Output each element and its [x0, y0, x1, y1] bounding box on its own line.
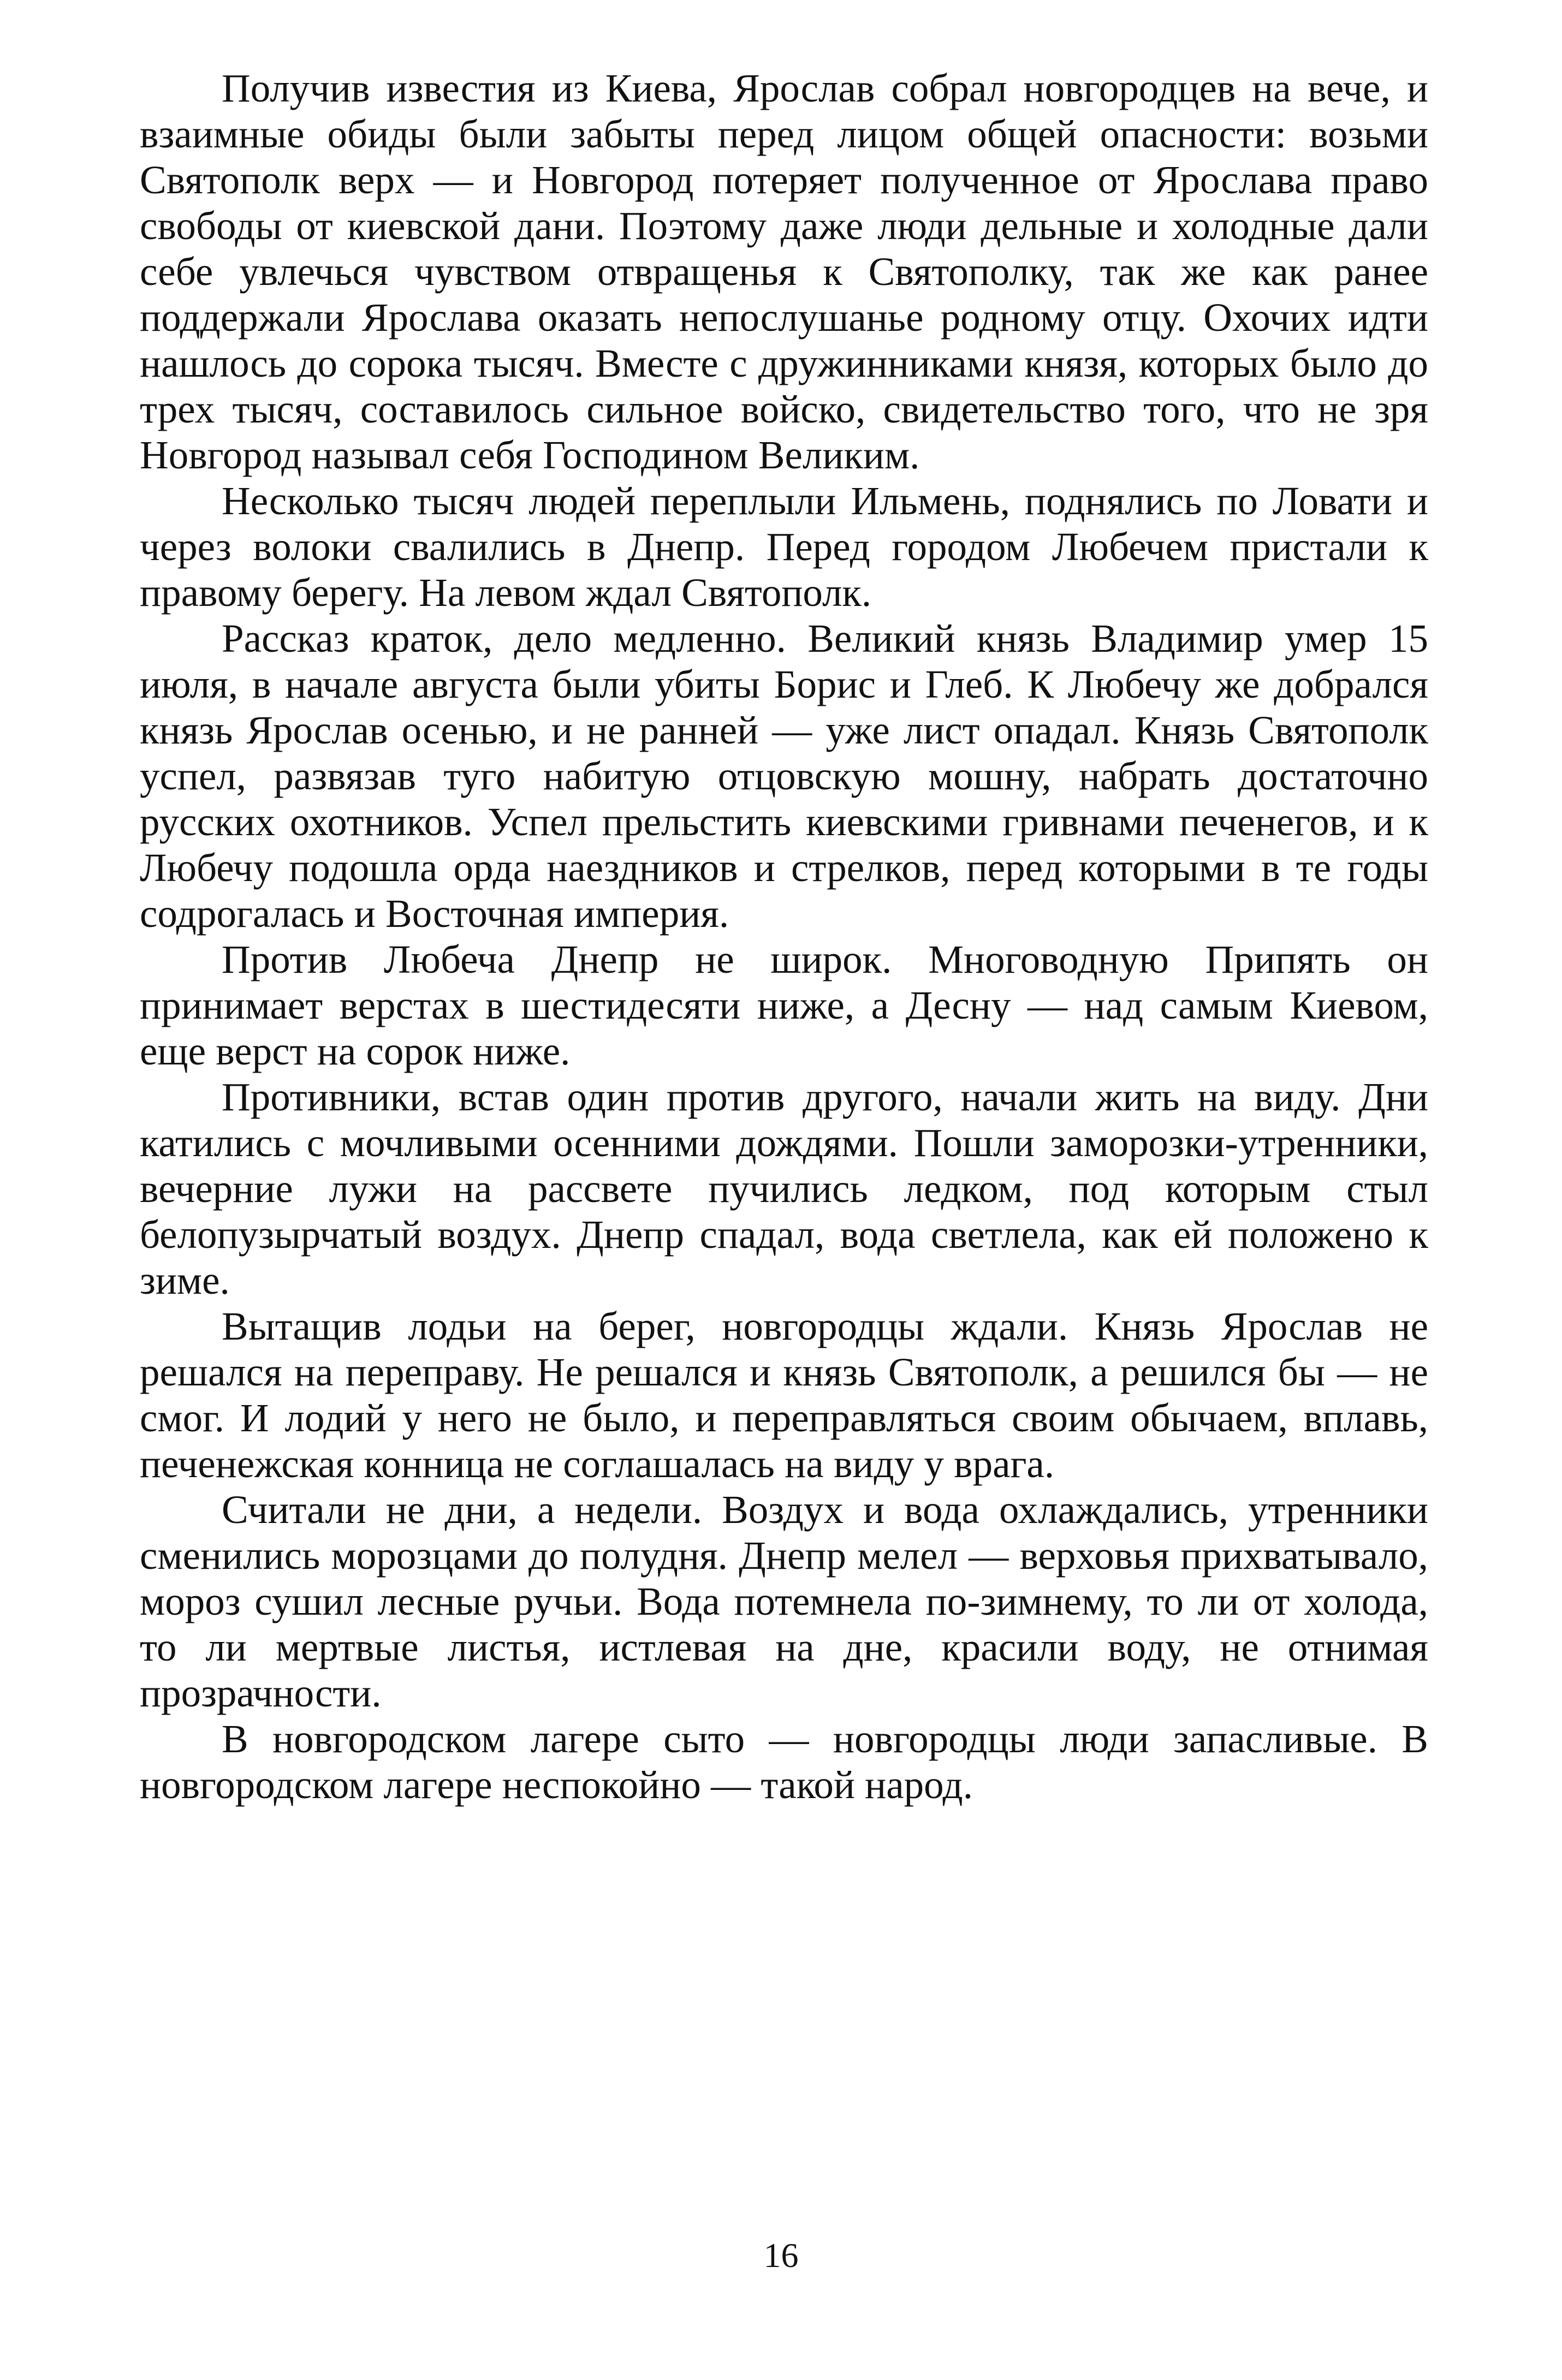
- paragraph-3: Рассказ краток, дело медленно. Великий князь Владимир умер 15 июля, в начале августа были убиты Борис и Глеб. К Любечу же добрался князь Ярослав осенью, и не ранней — уже лист опадал. Князь Святополк успел, развязав туго набитую отцовскую мошну, набрать достаточно русских охотников. Успел прельстить киевскими гривнами печенегов, и к Любечу подошла орда наездников и стрелков, перед которыми в те годы содрогалась и Восточная империя.: [140, 616, 1428, 936]
- paragraph-4: Против Любеча Днепр не широк. Многоводную Припять он принимает верстах в шестидесяти ниже, а Десну — над самым Киевом, еще верст на сорок ниже.: [140, 937, 1428, 1073]
- page-number: 16: [763, 2236, 799, 2275]
- paragraph-6: Вытащив лодьи на берег, новгородцы ждали. Князь Ярослав не решался на переправу. Не решался и князь Святополк, а решился бы — не смог. И лодий у него не было, и переправляться своим обычаем, вплавь, печенежская конница не соглашалась на виду у врага.: [140, 1304, 1428, 1486]
- page-body: [140, 66, 1428, 1808]
- paragraph-5: Противники, встав один против другого, начали жить на виду. Дни катились с мочливыми осенними дождями. Пошли заморозки-утренники, вечерние лужи на рассвете пучились ледком, под которым стыл белопузырчатый воздух. Днепр спадал, вода светлела, как ей положено к зиме.: [140, 1075, 1428, 1302]
- paragraph-7: Считали не дни, а недели. Воздух и вода охлаждались, утренники сменились морозцами до полудня. Днепр мелел — верховья прихватывало, мороз сушил лесные ручьи. Вода потемнела по-зимнему, то ли от холода, то ли мертвые листья, истлевая на дне, красили воду, не отнимая прозрачности.: [140, 1487, 1428, 1715]
- paragraph-2: Несколько тысяч людей переплыли Ильмень, поднялись по Ловати и через волоки свалились в Днепр. Перед городом Любечем пристали к правому берегу. На левом ждал Святополк.: [140, 479, 1428, 615]
- paragraph-1: Получив известия из Киева, Ярослав собрал новгородцев на вече, и взаимные обиды были забыты перед лицом общей опасности: возьми Святополк верх — и Новгород потеряет полученное от Ярослава право свободы от киевской дани. Поэтому даже люди дельные и холодные дали себе увлечься чувством отвращенья к Святополку, так же как ранее поддержали Ярослава оказать непослушанье родному отцу. Охочих идти нашлось до сорока тысяч. Вместе с дружинниками князя, которых было до трех тысяч, составилось сильное войско, свидетельство того, что не зря Новгород называл себя Господином Великим.: [140, 66, 1428, 477]
- paragraph-8: В новгородском лагере сыто — новгородцы люди запасливые. В новгородском лагере неспокойно — такой народ.: [140, 1717, 1428, 1807]
